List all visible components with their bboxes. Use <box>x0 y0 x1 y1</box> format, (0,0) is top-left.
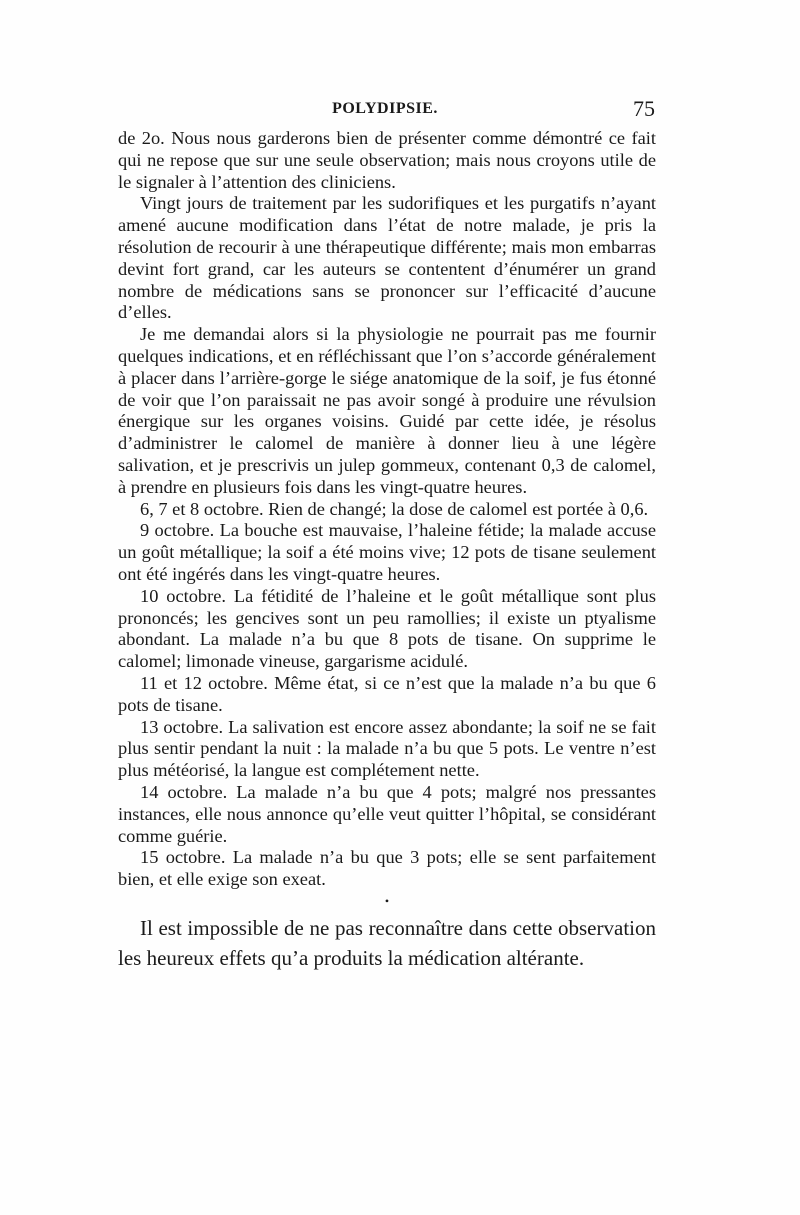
paragraph: 11 et 12 octobre. Même état, si ce n’est que la malade n’a bu que 6 pots de tisane. <box>118 672 656 715</box>
page-header <box>115 96 655 122</box>
paragraph: 14 octobre. La malade n’a bu que 4 pots; malgré nos pressantes instances, elle nous annonce qu’elle veut quitter l’hôpital, se considérant comme guérie. <box>118 781 656 846</box>
separator-dot: • <box>384 893 390 908</box>
closing-paragraph: Il est impossible de ne pas reconnaître dans cette observation les heureux effets qu’a produits la médication altérante. <box>118 915 656 970</box>
page-number: 75 <box>633 96 655 121</box>
paragraph: 6, 7 et 8 octobre. Rien de changé; la dose de calomel est portée à 0,6. <box>140 498 649 519</box>
body-text <box>118 128 656 973</box>
paragraph: 9 octobre. La bouche est mauvaise, l’haleine fétide; la malade accuse un goût métallique; la soif a été moins vive; 12 pots de tisane seulement ont été ingérés dans les vingt-quatre heures. <box>118 520 656 584</box>
paragraph: Je me demandai alors si la physiologie ne pourrait pas me fournir quelques indications, et en réfléchissant que l’on s’accorde généralement à placer dans l’arrière-gorge le siége anatomique de la soif, je fus étonné de voir que l’on paraissait ne pas avoir songé à produire une révulsion énergique sur les organes voisins. Guidé par cette idée, je résolus d’administrer le calomel de manière à donner lieu à une légère salivation, et je prescrivis un julep gommeux, contenant 0,3 de calomel, à prendre en plusieurs fois dans les vingt-quatre heures. <box>118 324 656 497</box>
running-title: POLYDIPSIE. <box>332 100 438 117</box>
paragraph: Vingt jours de traitement par les sudorifiques et les purgatifs n’ayant amené aucune modification dans l’état de notre malade, je pris la résolution de recourir à une thérapeutique différente; mais mon embarras devint fort grand, car les auteurs se contentent d’énumérer un grand nombre de médications sans se prononcer sur l’efficacité d’aucune d’elles. <box>118 193 656 323</box>
paragraph: de 2o. Nous nous garderons bien de présenter comme démontré ce fait qui ne repose que sur une seule observation; mais nous croyons utile de le signaler à l’attention des cliniciens. <box>118 128 656 192</box>
paragraph: 13 octobre. La salivation est encore assez abondante; la soif ne se fait plus sentir pendant la nuit : la malade n’a bu que 5 pots. Le ventre n’est plus météorisé, la langue est complétement nette. <box>118 716 656 781</box>
paragraph: 15 octobre. La malade n’a bu que 3 pots; elle se sent parfaitement bien, et elle exige son exeat. <box>118 847 656 890</box>
paragraph: 10 octobre. La fétidité de l’haleine et le goût métallique sont plus prononcés; les gencives sont un peu ramollies; il existe un ptyalisme abondant. La malade n’a bu que 8 pots de tisane. On supprime le calomel; limonade vineuse, gargarisme acidulé. <box>118 585 656 672</box>
